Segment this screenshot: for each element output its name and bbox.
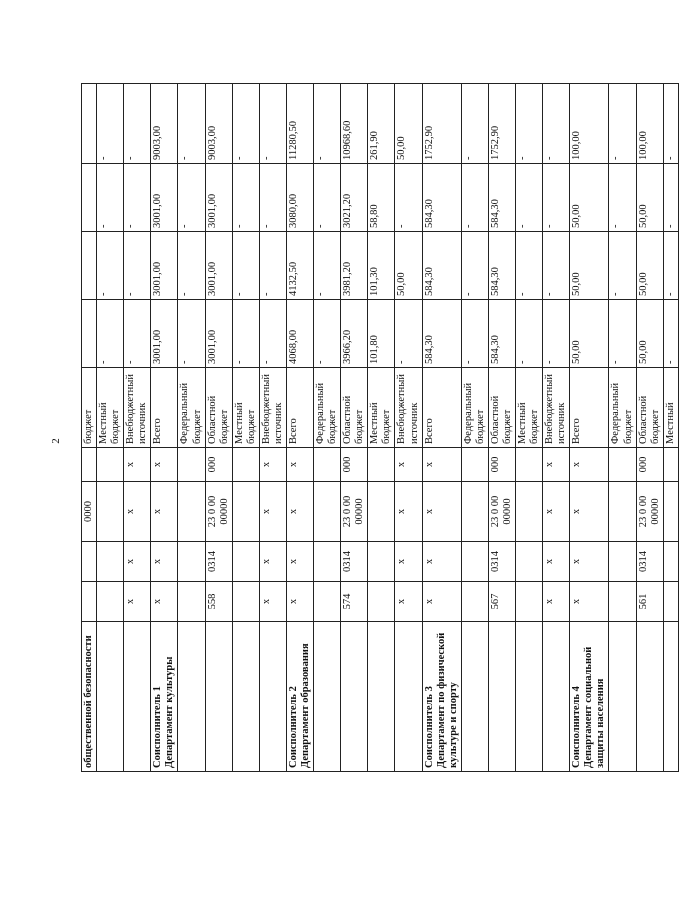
expense-type-cell: х <box>286 448 313 482</box>
year2-amount-cell: - <box>178 232 205 300</box>
section-cell: 0314 <box>205 542 232 582</box>
total-amount-cell: 261,90 <box>368 84 395 164</box>
table-row <box>82 84 97 772</box>
grbs-cell <box>97 582 124 622</box>
budget-table-body <box>82 84 679 772</box>
total-amount-cell: 100,00 <box>570 84 609 164</box>
grbs-cell <box>82 582 97 622</box>
executor-cell <box>395 622 422 772</box>
year1-amount-cell: - <box>609 300 636 368</box>
section-cell: х <box>543 542 570 582</box>
expense-type-cell: х <box>543 448 570 482</box>
section-cell <box>232 542 259 582</box>
section-cell <box>516 542 543 582</box>
total-amount-cell <box>82 84 97 164</box>
section-cell: х <box>151 542 178 582</box>
section-cell: х <box>286 542 313 582</box>
expense-type-cell: х <box>124 448 151 482</box>
grbs-cell <box>461 582 488 622</box>
section-cell: 0314 <box>341 542 368 582</box>
year3-amount-cell: - <box>663 164 678 232</box>
table-row <box>636 84 663 772</box>
section-cell: х <box>422 542 461 582</box>
year2-amount-cell: 584,30 <box>422 232 461 300</box>
section-cell <box>97 542 124 582</box>
section-cell: х <box>124 542 151 582</box>
expense-type-cell <box>461 448 488 482</box>
grbs-cell: х <box>151 582 178 622</box>
expense-type-cell: х <box>422 448 461 482</box>
funding-source-cell: Местный бюджет <box>516 368 543 448</box>
year1-amount-cell: 584,30 <box>488 300 515 368</box>
grbs-cell: х <box>422 582 461 622</box>
year2-amount-cell: 4132,50 <box>286 232 313 300</box>
expense-type-cell: х <box>570 448 609 482</box>
year1-amount-cell: 50,00 <box>636 300 663 368</box>
year3-amount-cell: 584,30 <box>422 164 461 232</box>
funding-source-cell: бюджет <box>82 368 97 448</box>
total-amount-cell: 9003,00 <box>205 84 232 164</box>
total-amount-cell: - <box>124 84 151 164</box>
total-amount-cell: 100,00 <box>636 84 663 164</box>
total-amount-cell: - <box>663 84 678 164</box>
executor-cell <box>609 622 636 772</box>
table-row <box>516 84 543 772</box>
funding-source-cell: Федеральный бюджет <box>314 368 341 448</box>
grbs-cell <box>516 582 543 622</box>
budget-table <box>81 83 679 772</box>
year2-amount-cell: - <box>97 232 124 300</box>
section-cell: 0314 <box>488 542 515 582</box>
year1-amount-cell: 3001,00 <box>151 300 178 368</box>
year3-amount-cell: - <box>97 164 124 232</box>
executor-cell <box>259 622 286 772</box>
year2-amount-cell: - <box>461 232 488 300</box>
expense-type-cell <box>516 448 543 482</box>
executor-cell <box>488 622 515 772</box>
table-row <box>232 84 259 772</box>
expense-type-cell: 000 <box>636 448 663 482</box>
expense-type-cell: 000 <box>341 448 368 482</box>
funding-source-cell: Внебюджетный источник <box>395 368 422 448</box>
target-article-cell <box>368 482 395 542</box>
target-article-cell <box>609 482 636 542</box>
year1-amount-cell: 3966,20 <box>341 300 368 368</box>
table-row <box>609 84 636 772</box>
table-row <box>286 84 313 772</box>
funding-source-cell: Местный бюджет <box>232 368 259 448</box>
table-row <box>395 84 422 772</box>
executor-cell: Соисполнитель 2 Департамент образования <box>286 622 313 772</box>
section-cell <box>178 542 205 582</box>
table-row <box>124 84 151 772</box>
total-amount-cell: 1752,90 <box>488 84 515 164</box>
year1-amount-cell: - <box>97 300 124 368</box>
executor-cell: Соисполнитель 4 Департамент социальной защиты населения <box>570 622 609 772</box>
year3-amount-cell: - <box>516 164 543 232</box>
total-amount-cell: - <box>461 84 488 164</box>
year3-amount-cell: 3080,00 <box>286 164 313 232</box>
funding-source-cell: Внебюджетный источник <box>543 368 570 448</box>
target-article-cell: х <box>151 482 178 542</box>
year3-amount-cell: 584,30 <box>488 164 515 232</box>
grbs-cell: 567 <box>488 582 515 622</box>
funding-source-cell: Местный бюджет <box>97 368 124 448</box>
executor-cell <box>314 622 341 772</box>
expense-type-cell <box>82 448 97 482</box>
expense-type-cell: х <box>151 448 178 482</box>
year2-amount-cell: - <box>259 232 286 300</box>
executor-cell: Соисполнитель 3 Департамент по физической культуре и спорту <box>422 622 461 772</box>
funding-source-cell: Областной бюджет <box>488 368 515 448</box>
year1-amount-cell: - <box>178 300 205 368</box>
year3-amount-cell: - <box>259 164 286 232</box>
funding-source-cell: Всего <box>570 368 609 448</box>
year2-amount-cell: - <box>663 232 678 300</box>
executor-cell <box>124 622 151 772</box>
year1-amount-cell: - <box>543 300 570 368</box>
section-cell <box>82 542 97 582</box>
target-article-cell <box>663 482 678 542</box>
target-article-cell: 0000 <box>82 482 97 542</box>
total-amount-cell: - <box>232 84 259 164</box>
year3-amount-cell: - <box>124 164 151 232</box>
executor-cell <box>341 622 368 772</box>
section-cell <box>461 542 488 582</box>
grbs-cell: х <box>286 582 313 622</box>
table-row <box>314 84 341 772</box>
executor-cell <box>205 622 232 772</box>
expense-type-cell: х <box>259 448 286 482</box>
target-article-cell <box>232 482 259 542</box>
year2-amount-cell: - <box>543 232 570 300</box>
target-article-cell: х <box>543 482 570 542</box>
year1-amount-cell: - <box>461 300 488 368</box>
target-article-cell: х <box>259 482 286 542</box>
grbs-cell <box>314 582 341 622</box>
year1-amount-cell: 3001,00 <box>205 300 232 368</box>
target-article-cell: 23 0 00 00000 <box>341 482 368 542</box>
year3-amount-cell: - <box>178 164 205 232</box>
executor-cell: общественной безопасности <box>82 622 97 772</box>
target-article-cell <box>461 482 488 542</box>
grbs-cell: х <box>259 582 286 622</box>
year2-amount-cell: 50,00 <box>636 232 663 300</box>
funding-source-cell: Всего <box>151 368 178 448</box>
table-row <box>178 84 205 772</box>
year2-amount-cell: 3001,00 <box>151 232 178 300</box>
executor-cell: Соисполнитель 1 Департамент культуры <box>151 622 178 772</box>
grbs-cell: 558 <box>205 582 232 622</box>
grbs-cell: х <box>543 582 570 622</box>
funding-source-cell: Всего <box>286 368 313 448</box>
executor-cell <box>516 622 543 772</box>
executor-cell <box>636 622 663 772</box>
funding-source-cell: Областной бюджет <box>636 368 663 448</box>
total-amount-cell: - <box>259 84 286 164</box>
executor-cell <box>232 622 259 772</box>
total-amount-cell: - <box>314 84 341 164</box>
total-amount-cell: 50,00 <box>395 84 422 164</box>
target-article-cell <box>97 482 124 542</box>
funding-source-cell: Федеральный бюджет <box>178 368 205 448</box>
year1-amount-cell: 584,30 <box>422 300 461 368</box>
funding-source-cell: Всего <box>422 368 461 448</box>
total-amount-cell: 9003,00 <box>151 84 178 164</box>
grbs-cell: х <box>395 582 422 622</box>
year3-amount-cell: - <box>543 164 570 232</box>
expense-type-cell: 000 <box>205 448 232 482</box>
year1-amount-cell: - <box>395 300 422 368</box>
year3-amount-cell: - <box>461 164 488 232</box>
year3-amount-cell: 3001,00 <box>151 164 178 232</box>
year3-amount-cell: - <box>232 164 259 232</box>
grbs-cell <box>663 582 678 622</box>
year3-amount-cell <box>82 164 97 232</box>
target-article-cell: х <box>422 482 461 542</box>
expense-type-cell <box>97 448 124 482</box>
expense-type-cell <box>232 448 259 482</box>
funding-source-cell: Федеральный бюджет <box>461 368 488 448</box>
section-cell <box>368 542 395 582</box>
table-row <box>543 84 570 772</box>
expense-type-cell <box>314 448 341 482</box>
grbs-cell: 574 <box>341 582 368 622</box>
grbs-cell: х <box>570 582 609 622</box>
target-article-cell: х <box>395 482 422 542</box>
year1-amount-cell: - <box>259 300 286 368</box>
year2-amount-cell: - <box>609 232 636 300</box>
target-article-cell: 23 0 00 00000 <box>636 482 663 542</box>
year1-amount-cell: - <box>232 300 259 368</box>
target-article-cell: х <box>286 482 313 542</box>
year2-amount-cell: 101,30 <box>368 232 395 300</box>
year1-amount-cell: - <box>516 300 543 368</box>
expense-type-cell <box>368 448 395 482</box>
table-row <box>341 84 368 772</box>
target-article-cell <box>516 482 543 542</box>
executor-cell <box>368 622 395 772</box>
grbs-cell <box>178 582 205 622</box>
section-cell <box>314 542 341 582</box>
total-amount-cell: - <box>97 84 124 164</box>
table-row <box>488 84 515 772</box>
grbs-cell <box>232 582 259 622</box>
table-row <box>205 84 232 772</box>
year2-amount-cell: 3001,00 <box>205 232 232 300</box>
funding-source-cell: Внебюджетный источник <box>259 368 286 448</box>
year3-amount-cell: 50,00 <box>636 164 663 232</box>
executor-cell <box>461 622 488 772</box>
table-row <box>97 84 124 772</box>
year1-amount-cell <box>82 300 97 368</box>
total-amount-cell: - <box>516 84 543 164</box>
executor-cell <box>543 622 570 772</box>
year1-amount-cell: - <box>663 300 678 368</box>
year1-amount-cell: 101,80 <box>368 300 395 368</box>
section-cell: х <box>570 542 609 582</box>
year2-amount-cell: - <box>124 232 151 300</box>
table-row <box>422 84 461 772</box>
section-cell: 0314 <box>636 542 663 582</box>
total-amount-cell: 10968,60 <box>341 84 368 164</box>
executor-cell <box>178 622 205 772</box>
budget-table-container <box>81 84 676 772</box>
year2-amount-cell: 50,00 <box>395 232 422 300</box>
year2-amount-cell <box>82 232 97 300</box>
year1-amount-cell: - <box>124 300 151 368</box>
year3-amount-cell: - <box>609 164 636 232</box>
target-article-cell: х <box>124 482 151 542</box>
executor-cell <box>97 622 124 772</box>
year3-amount-cell: 58,80 <box>368 164 395 232</box>
funding-source-cell: Местный <box>663 368 678 448</box>
year2-amount-cell: - <box>232 232 259 300</box>
year1-amount-cell: 4068,00 <box>286 300 313 368</box>
section-cell: х <box>259 542 286 582</box>
year2-amount-cell: - <box>516 232 543 300</box>
target-article-cell <box>314 482 341 542</box>
target-article-cell: 23 0 00 00000 <box>205 482 232 542</box>
table-row <box>151 84 178 772</box>
expense-type-cell: х <box>395 448 422 482</box>
year3-amount-cell: 3001,00 <box>205 164 232 232</box>
total-amount-cell: - <box>543 84 570 164</box>
year1-amount-cell: - <box>314 300 341 368</box>
total-amount-cell: - <box>178 84 205 164</box>
grbs-cell: х <box>124 582 151 622</box>
expense-type-cell <box>609 448 636 482</box>
funding-source-cell: Внебюджетный источник <box>124 368 151 448</box>
table-row <box>368 84 395 772</box>
funding-source-cell: Областной бюджет <box>341 368 368 448</box>
year3-amount-cell: 50,00 <box>570 164 609 232</box>
table-row <box>663 84 678 772</box>
page-number: 2 <box>50 438 62 444</box>
target-article-cell: х <box>570 482 609 542</box>
expense-type-cell <box>663 448 678 482</box>
expense-type-cell <box>178 448 205 482</box>
target-article-cell <box>178 482 205 542</box>
year3-amount-cell: - <box>314 164 341 232</box>
table-row <box>570 84 609 772</box>
funding-source-cell: Федеральный бюджет <box>609 368 636 448</box>
table-row <box>461 84 488 772</box>
total-amount-cell: 1752,90 <box>422 84 461 164</box>
year2-amount-cell: - <box>314 232 341 300</box>
target-article-cell: 23 0 00 00000 <box>488 482 515 542</box>
total-amount-cell: - <box>609 84 636 164</box>
year3-amount-cell: 3021,20 <box>341 164 368 232</box>
grbs-cell <box>609 582 636 622</box>
funding-source-cell: Местный бюджет <box>368 368 395 448</box>
year3-amount-cell: - <box>395 164 422 232</box>
funding-source-cell: Областной бюджет <box>205 368 232 448</box>
section-cell <box>609 542 636 582</box>
section-cell: х <box>395 542 422 582</box>
grbs-cell <box>368 582 395 622</box>
section-cell <box>663 542 678 582</box>
table-row <box>259 84 286 772</box>
executor-cell <box>663 622 678 772</box>
year1-amount-cell: 50,00 <box>570 300 609 368</box>
grbs-cell: 561 <box>636 582 663 622</box>
year2-amount-cell: 50,00 <box>570 232 609 300</box>
year2-amount-cell: 584,30 <box>488 232 515 300</box>
total-amount-cell: 11280,50 <box>286 84 313 164</box>
year2-amount-cell: 3981,20 <box>341 232 368 300</box>
expense-type-cell: 000 <box>488 448 515 482</box>
